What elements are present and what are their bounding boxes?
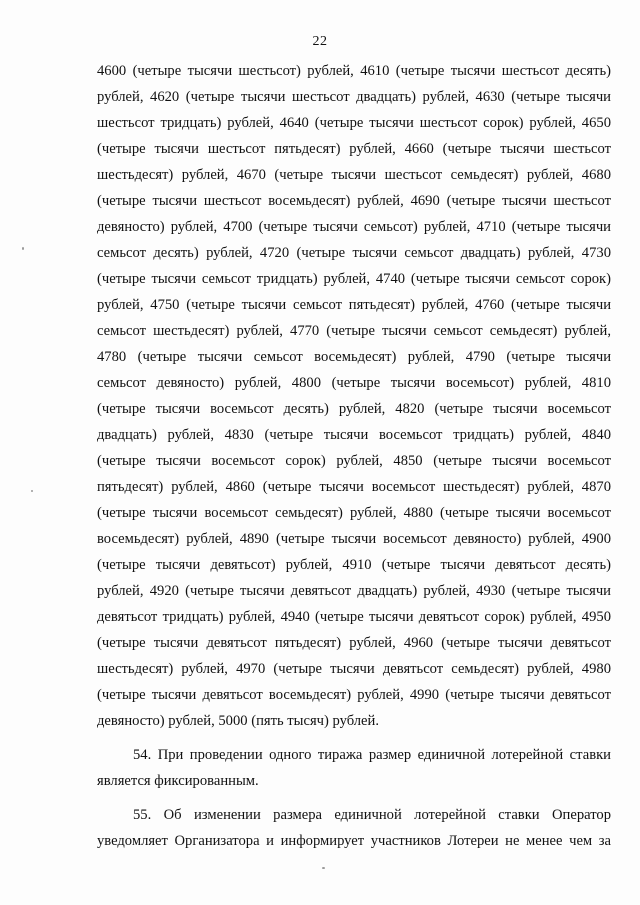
text-line: семьсот шестьдесят) рублей, 4770 (четыре тысячи семьсот семьдесят) рублей,: [97, 323, 611, 339]
text-line: (четыре тысячи шестьсот восемьдесят) рублей, 4690 (четыре тысячи шестьсот: [97, 193, 611, 209]
text-line: восемьдесят) рублей, 4890 (четыре тысячи восемьсот девяносто) рублей, 4900: [97, 531, 611, 547]
text-line: (четыре тысячи девятьсот) рублей, 4910 (четыре тысячи девятьсот десять): [97, 557, 611, 573]
text-line: 4600 (четыре тысячи шестьсот) рублей, 4610 (четыре тысячи шестьсот десять): [97, 63, 611, 79]
text-line: 55. Об изменении размера единичной лотерейной ставки Оператор: [133, 807, 611, 823]
text-line: 4780 (четыре тысячи семьсот восемьдесят) рублей, 4790 (четыре тысячи: [97, 349, 611, 365]
text-line: пятьдесят) рублей, 4860 (четыре тысячи восемьсот шестьдесят) рублей, 4870: [97, 479, 611, 495]
paragraph-55: [97, 802, 611, 854]
paragraph-spacer: [97, 734, 611, 742]
document-body: [97, 58, 611, 854]
text-line: 54. При проведении одного тиража размер единичной лотерейной ставки: [133, 747, 611, 763]
paragraph-54: [97, 742, 611, 794]
text-line: уведомляет Организатора и информирует участников Лотереи не менее чем за: [97, 833, 611, 849]
text-line: (четыре тысячи девятьсот восемьдесят) рублей, 4990 (четыре тысячи девятьсот: [97, 687, 611, 703]
text-line: (четыре тысячи восемьсот десять) рублей, 4820 (четыре тысячи восемьсот: [97, 401, 611, 417]
page-number: 22: [312, 34, 328, 49]
text-line: (четыре тысячи семьсот тридцать) рублей, 4740 (четыре тысячи семьсот сорок): [97, 271, 611, 287]
text-line: семьсот десять) рублей, 4720 (четыре тысячи семьсот двадцать) рублей, 4730: [97, 245, 611, 261]
text-line: шестьдесят) рублей, 4670 (четыре тысячи шестьсот семьдесят) рублей, 4680: [97, 167, 611, 183]
text-line: девяносто) рублей, 4700 (четыре тысячи семьсот) рублей, 4710 (четыре тысячи: [97, 219, 611, 235]
scan-speck: [31, 490, 33, 492]
text-line: является фиксированным.: [97, 773, 259, 789]
paragraph-price-list: [97, 58, 611, 734]
scan-speck: [22, 247, 24, 250]
text-line: семьсот девяносто) рублей, 4800 (четыре тысячи восемьсот) рублей, 4810: [97, 375, 611, 391]
text-line: девятьсот тридцать) рублей, 4940 (четыре тысячи девятьсот сорок) рублей, 4950: [97, 609, 611, 625]
text-line: шестьсот тридцать) рублей, 4640 (четыре тысячи шестьсот сорок) рублей, 4650: [97, 115, 611, 131]
text-line: двадцать) рублей, 4830 (четыре тысячи восемьсот тридцать) рублей, 4840: [97, 427, 611, 443]
text-line: (четыре тысячи девятьсот пятьдесят) рублей, 4960 (четыре тысячи девятьсот: [97, 635, 611, 651]
text-line: рублей, 4750 (четыре тысячи семьсот пятьдесят) рублей, 4760 (четыре тысячи: [97, 297, 611, 313]
text-line: (четыре тысячи восемьсот семьдесят) рублей, 4880 (четыре тысячи восемьсот: [97, 505, 611, 521]
scan-speck: [322, 867, 325, 869]
text-line: рублей, 4920 (четыре тысячи девятьсот двадцать) рублей, 4930 (четыре тысячи: [97, 583, 611, 599]
text-line: (четыре тысячи шестьсот пятьдесят) рублей, 4660 (четыре тысячи шестьсот: [97, 141, 611, 157]
text-line: девяносто) рублей, 5000 (пять тысяч) рублей.: [97, 713, 379, 729]
text-line: (четыре тысячи восемьсот сорок) рублей, 4850 (четыре тысячи восемьсот: [97, 453, 611, 469]
paragraph-spacer: [97, 794, 611, 802]
text-line: рублей, 4620 (четыре тысячи шестьсот двадцать) рублей, 4630 (четыре тысячи: [97, 89, 611, 105]
text-line: шестьдесят) рублей, 4970 (четыре тысячи девятьсот семьдесят) рублей, 4980: [97, 661, 611, 677]
